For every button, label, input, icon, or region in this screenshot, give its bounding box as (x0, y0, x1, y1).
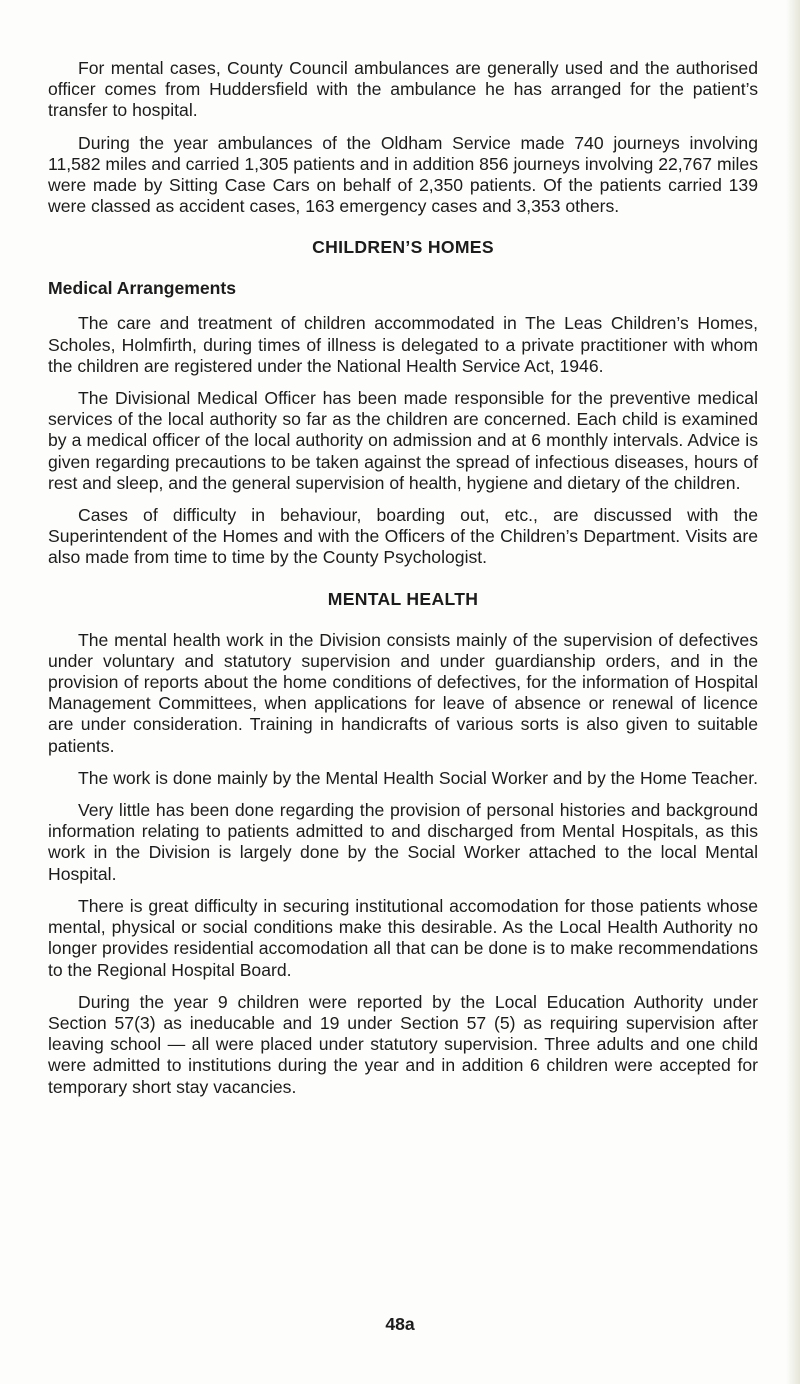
paragraph-institutional-accomodation: There is great difficulty in securing institutional accomodation for those patients whose mental, physical or social conditions make this desirable. As the Local Health Authority no longer provides residential accomodation all that can be done is to make recommendations to the Regional Hospital Board. (48, 895, 758, 980)
document-body (48, 58, 758, 1098)
paragraph-personal-histories: Very little has been done regarding the provision of personal histories and background information relating to patients admitted to and discharged from Mental Hospitals, as this work in the Division is largely done by the Social Worker attached to the local Mental Hospital. (48, 800, 758, 884)
heading-mental-health: MENTAL HEALTH (327, 588, 479, 609)
paragraph-care-treatment: The care and treatment of children accommodated in The Leas Children’s Homes, Scholes, Holmfirth, during times of illness is delegated to a private practitioner with whom the children are registered under the National Health Service Act, 1946. (48, 313, 758, 376)
paragraph-ambulance-journeys: During the year ambulances of the Oldham Service made 740 journeys involving 11,582 miles and carried 1,305 patients and in addition 856 journeys involving 22,767 miles were made by Sitting Case Cars on behalf of 2,350 patients. Of the patients carried 139 were classed as accident cases, 163 emergency cases and 3,353 others. (48, 132, 758, 217)
heading-childrens-homes: CHILDREN’S HOMES (312, 237, 494, 258)
page-edge-shadow (786, 0, 800, 1384)
paragraph-mental-health-work: The mental health work in the Division consists mainly of the supervision of defectives under voluntary and statutory supervision and under guardianship orders, and in the provision of reports about the home conditions of defectives, for the information of Hospital Management Committees, when applications for leave of absence or renewal of licence are under consideration. Training in handicrafts of various sorts is also given to suitable patients. (48, 629, 758, 756)
paragraph-social-worker: The work is done mainly by the Mental Health Social Worker and by the Home Teacher. (78, 767, 758, 788)
paragraph-children-reported: During the year 9 children were reported by the Local Education Authority under Section 57(3) as ineducable and 19 under Section 57 (5) as requiring supervision after leaving school — all were placed under statutory supervision. Three adults and one child were admitted to institutions during the year and in addition 6 children were accepted for temporary short stay vacancies. (48, 991, 758, 1097)
paragraph-ambulance-mental-cases: For mental cases, County Council ambulances are generally used and the authorised officer comes from Huddersfield with the ambulance he has arranged for the patient’s transfer to hospital. (48, 58, 758, 121)
page-number: 48a (385, 1314, 415, 1334)
paragraph-divisional-medical-officer: The Divisional Medical Officer has been made responsible for the preventive medical services of the local authority so far as the children are concerned. Each child is examined by a medical officer of the local authority on admission and at 6 monthly intervals. Advice is given regarding precautions to be taken against the spread of infectious diseases, hours of rest and sleep, and the general supervision of health, hygiene and dietary of the children. (48, 388, 758, 493)
subheading-medical-arrangements: Medical Arrangements (48, 278, 237, 299)
paragraph-cases-of-difficulty: Cases of difficulty in behaviour, boarding out, etc., are discussed with the Superintendent of the Homes and with the Officers of the Children’s Department. Visits are also made from time to time by the County Psychologist. (48, 505, 758, 568)
